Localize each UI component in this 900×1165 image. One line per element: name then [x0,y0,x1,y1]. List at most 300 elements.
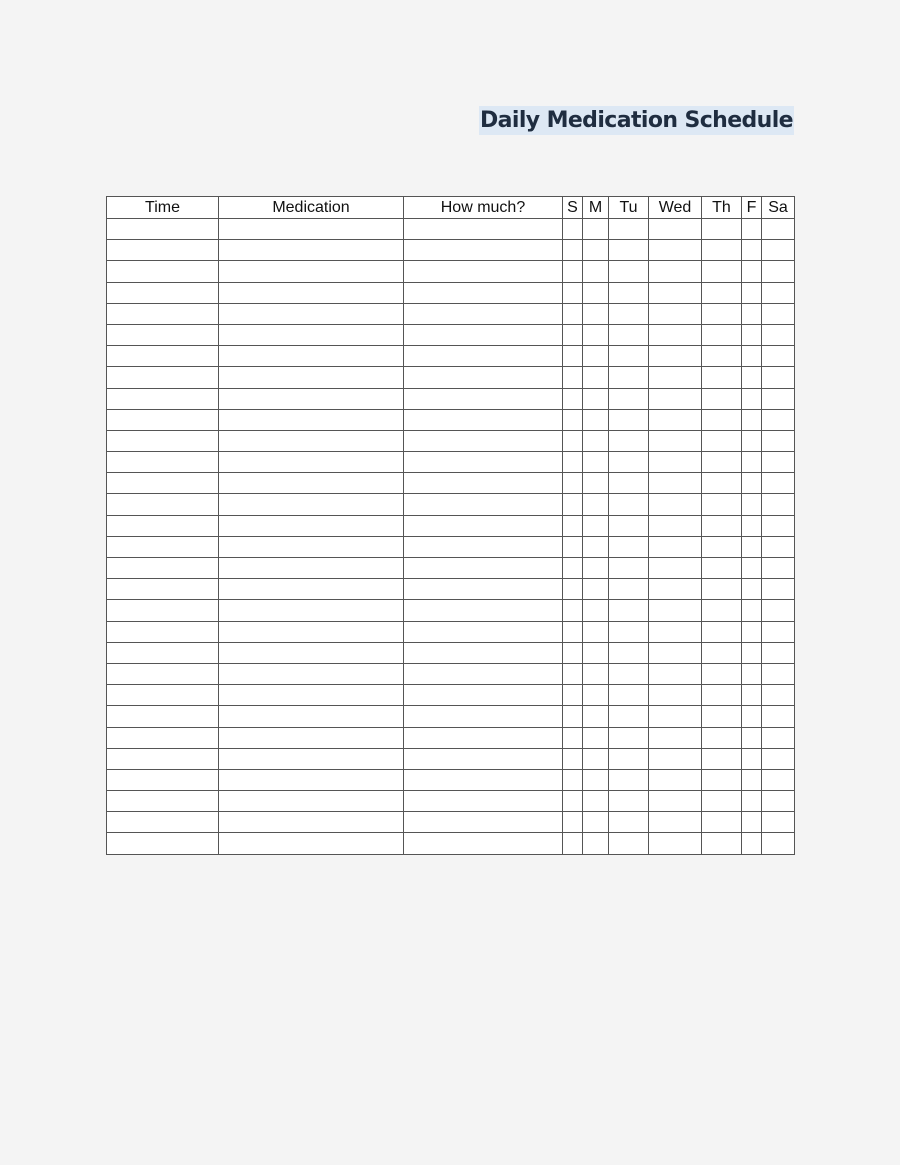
cell-how-much[interactable] [404,558,563,579]
cell-medication[interactable] [219,769,404,790]
cell-tuesday[interactable] [609,240,649,261]
cell-how-much[interactable] [404,579,563,600]
cell-saturday[interactable] [762,663,795,684]
cell-time[interactable] [107,600,219,621]
cell-medication[interactable] [219,430,404,451]
cell-medication[interactable] [219,303,404,324]
cell-tuesday[interactable] [609,452,649,473]
cell-medication[interactable] [219,685,404,706]
cell-tuesday[interactable] [609,473,649,494]
cell-time[interactable] [107,812,219,833]
cell-friday[interactable] [742,219,762,240]
cell-tuesday[interactable] [609,409,649,430]
cell-sunday[interactable] [563,452,583,473]
cell-medication[interactable] [219,748,404,769]
cell-monday[interactable] [583,706,609,727]
cell-saturday[interactable] [762,388,795,409]
cell-sunday[interactable] [563,515,583,536]
cell-wednesday[interactable] [649,600,702,621]
cell-thursday[interactable] [702,473,742,494]
cell-tuesday[interactable] [609,494,649,515]
cell-saturday[interactable] [762,261,795,282]
cell-time[interactable] [107,324,219,345]
cell-thursday[interactable] [702,409,742,430]
cell-time[interactable] [107,727,219,748]
cell-medication[interactable] [219,833,404,854]
cell-time[interactable] [107,261,219,282]
cell-how-much[interactable] [404,473,563,494]
cell-friday[interactable] [742,579,762,600]
cell-tuesday[interactable] [609,663,649,684]
cell-medication[interactable] [219,282,404,303]
cell-wednesday[interactable] [649,409,702,430]
cell-tuesday[interactable] [609,600,649,621]
cell-thursday[interactable] [702,324,742,345]
cell-monday[interactable] [583,303,609,324]
cell-sunday[interactable] [563,261,583,282]
cell-friday[interactable] [742,303,762,324]
cell-medication[interactable] [219,346,404,367]
cell-friday[interactable] [742,261,762,282]
cell-how-much[interactable] [404,748,563,769]
cell-tuesday[interactable] [609,685,649,706]
cell-thursday[interactable] [702,600,742,621]
cell-thursday[interactable] [702,494,742,515]
cell-tuesday[interactable] [609,791,649,812]
cell-how-much[interactable] [404,600,563,621]
cell-saturday[interactable] [762,346,795,367]
cell-wednesday[interactable] [649,346,702,367]
cell-wednesday[interactable] [649,324,702,345]
cell-wednesday[interactable] [649,536,702,557]
cell-sunday[interactable] [563,769,583,790]
cell-wednesday[interactable] [649,642,702,663]
cell-how-much[interactable] [404,388,563,409]
cell-how-much[interactable] [404,261,563,282]
cell-saturday[interactable] [762,324,795,345]
cell-medication[interactable] [219,536,404,557]
cell-tuesday[interactable] [609,430,649,451]
cell-medication[interactable] [219,261,404,282]
cell-thursday[interactable] [702,769,742,790]
cell-monday[interactable] [583,748,609,769]
cell-saturday[interactable] [762,558,795,579]
cell-sunday[interactable] [563,706,583,727]
cell-how-much[interactable] [404,706,563,727]
cell-how-much[interactable] [404,621,563,642]
cell-friday[interactable] [742,430,762,451]
cell-saturday[interactable] [762,409,795,430]
cell-time[interactable] [107,579,219,600]
cell-medication[interactable] [219,558,404,579]
cell-sunday[interactable] [563,748,583,769]
cell-monday[interactable] [583,515,609,536]
cell-how-much[interactable] [404,282,563,303]
cell-saturday[interactable] [762,642,795,663]
cell-friday[interactable] [742,706,762,727]
cell-time[interactable] [107,536,219,557]
cell-monday[interactable] [583,558,609,579]
cell-saturday[interactable] [762,303,795,324]
cell-thursday[interactable] [702,727,742,748]
cell-thursday[interactable] [702,685,742,706]
cell-saturday[interactable] [762,748,795,769]
cell-wednesday[interactable] [649,452,702,473]
cell-tuesday[interactable] [609,621,649,642]
cell-sunday[interactable] [563,282,583,303]
cell-medication[interactable] [219,642,404,663]
cell-medication[interactable] [219,324,404,345]
cell-friday[interactable] [742,536,762,557]
cell-medication[interactable] [219,473,404,494]
cell-medication[interactable] [219,240,404,261]
cell-medication[interactable] [219,663,404,684]
cell-thursday[interactable] [702,706,742,727]
cell-monday[interactable] [583,536,609,557]
cell-wednesday[interactable] [649,430,702,451]
cell-thursday[interactable] [702,748,742,769]
cell-monday[interactable] [583,346,609,367]
cell-monday[interactable] [583,579,609,600]
cell-tuesday[interactable] [609,642,649,663]
cell-monday[interactable] [583,240,609,261]
cell-how-much[interactable] [404,536,563,557]
cell-monday[interactable] [583,261,609,282]
cell-tuesday[interactable] [609,367,649,388]
cell-monday[interactable] [583,219,609,240]
cell-medication[interactable] [219,812,404,833]
cell-wednesday[interactable] [649,579,702,600]
cell-thursday[interactable] [702,430,742,451]
cell-tuesday[interactable] [609,833,649,854]
cell-time[interactable] [107,473,219,494]
cell-wednesday[interactable] [649,558,702,579]
cell-monday[interactable] [583,473,609,494]
cell-thursday[interactable] [702,663,742,684]
cell-friday[interactable] [742,642,762,663]
cell-wednesday[interactable] [649,685,702,706]
cell-sunday[interactable] [563,600,583,621]
cell-how-much[interactable] [404,430,563,451]
cell-monday[interactable] [583,812,609,833]
cell-tuesday[interactable] [609,812,649,833]
cell-time[interactable] [107,452,219,473]
cell-wednesday[interactable] [649,494,702,515]
cell-wednesday[interactable] [649,388,702,409]
cell-friday[interactable] [742,388,762,409]
cell-saturday[interactable] [762,494,795,515]
cell-medication[interactable] [219,388,404,409]
cell-time[interactable] [107,388,219,409]
cell-thursday[interactable] [702,367,742,388]
cell-sunday[interactable] [563,833,583,854]
cell-tuesday[interactable] [609,706,649,727]
cell-monday[interactable] [583,282,609,303]
cell-how-much[interactable] [404,240,563,261]
cell-saturday[interactable] [762,240,795,261]
cell-time[interactable] [107,430,219,451]
cell-wednesday[interactable] [649,791,702,812]
cell-wednesday[interactable] [649,833,702,854]
cell-how-much[interactable] [404,812,563,833]
cell-monday[interactable] [583,409,609,430]
cell-medication[interactable] [219,791,404,812]
cell-medication[interactable] [219,579,404,600]
cell-sunday[interactable] [563,685,583,706]
cell-wednesday[interactable] [649,282,702,303]
cell-saturday[interactable] [762,621,795,642]
cell-how-much[interactable] [404,642,563,663]
cell-tuesday[interactable] [609,388,649,409]
cell-wednesday[interactable] [649,812,702,833]
cell-wednesday[interactable] [649,769,702,790]
cell-tuesday[interactable] [609,515,649,536]
cell-time[interactable] [107,748,219,769]
cell-tuesday[interactable] [609,579,649,600]
cell-how-much[interactable] [404,685,563,706]
cell-time[interactable] [107,833,219,854]
cell-monday[interactable] [583,642,609,663]
cell-saturday[interactable] [762,685,795,706]
cell-how-much[interactable] [404,452,563,473]
cell-time[interactable] [107,219,219,240]
cell-sunday[interactable] [563,579,583,600]
cell-sunday[interactable] [563,663,583,684]
cell-medication[interactable] [219,409,404,430]
cell-sunday[interactable] [563,367,583,388]
cell-thursday[interactable] [702,579,742,600]
cell-thursday[interactable] [702,536,742,557]
cell-time[interactable] [107,642,219,663]
cell-time[interactable] [107,621,219,642]
cell-how-much[interactable] [404,791,563,812]
cell-how-much[interactable] [404,769,563,790]
cell-saturday[interactable] [762,706,795,727]
cell-wednesday[interactable] [649,727,702,748]
cell-time[interactable] [107,769,219,790]
cell-medication[interactable] [219,706,404,727]
cell-saturday[interactable] [762,430,795,451]
cell-medication[interactable] [219,727,404,748]
cell-friday[interactable] [742,558,762,579]
cell-thursday[interactable] [702,642,742,663]
cell-sunday[interactable] [563,409,583,430]
cell-medication[interactable] [219,367,404,388]
cell-medication[interactable] [219,219,404,240]
cell-monday[interactable] [583,452,609,473]
cell-friday[interactable] [742,769,762,790]
cell-medication[interactable] [219,621,404,642]
cell-time[interactable] [107,240,219,261]
cell-sunday[interactable] [563,240,583,261]
cell-saturday[interactable] [762,282,795,303]
cell-tuesday[interactable] [609,261,649,282]
cell-saturday[interactable] [762,579,795,600]
cell-thursday[interactable] [702,240,742,261]
cell-time[interactable] [107,685,219,706]
cell-friday[interactable] [742,346,762,367]
cell-wednesday[interactable] [649,663,702,684]
cell-how-much[interactable] [404,303,563,324]
cell-tuesday[interactable] [609,219,649,240]
cell-how-much[interactable] [404,727,563,748]
cell-friday[interactable] [742,685,762,706]
cell-thursday[interactable] [702,282,742,303]
cell-saturday[interactable] [762,452,795,473]
cell-sunday[interactable] [563,621,583,642]
cell-monday[interactable] [583,833,609,854]
cell-sunday[interactable] [563,346,583,367]
cell-time[interactable] [107,494,219,515]
cell-friday[interactable] [742,812,762,833]
cell-how-much[interactable] [404,219,563,240]
cell-medication[interactable] [219,600,404,621]
cell-time[interactable] [107,706,219,727]
cell-wednesday[interactable] [649,240,702,261]
cell-monday[interactable] [583,494,609,515]
cell-monday[interactable] [583,663,609,684]
cell-thursday[interactable] [702,515,742,536]
cell-how-much[interactable] [404,663,563,684]
cell-friday[interactable] [742,494,762,515]
cell-friday[interactable] [742,240,762,261]
cell-friday[interactable] [742,833,762,854]
cell-thursday[interactable] [702,452,742,473]
cell-sunday[interactable] [563,791,583,812]
cell-monday[interactable] [583,324,609,345]
cell-thursday[interactable] [702,388,742,409]
cell-tuesday[interactable] [609,748,649,769]
cell-saturday[interactable] [762,515,795,536]
cell-wednesday[interactable] [649,367,702,388]
cell-wednesday[interactable] [649,473,702,494]
cell-time[interactable] [107,663,219,684]
cell-saturday[interactable] [762,833,795,854]
cell-medication[interactable] [219,494,404,515]
cell-friday[interactable] [742,621,762,642]
cell-sunday[interactable] [563,558,583,579]
cell-how-much[interactable] [404,409,563,430]
cell-sunday[interactable] [563,536,583,557]
cell-time[interactable] [107,515,219,536]
cell-time[interactable] [107,409,219,430]
cell-friday[interactable] [742,452,762,473]
cell-sunday[interactable] [563,324,583,345]
cell-friday[interactable] [742,791,762,812]
cell-how-much[interactable] [404,346,563,367]
cell-monday[interactable] [583,685,609,706]
cell-friday[interactable] [742,367,762,388]
cell-monday[interactable] [583,791,609,812]
cell-time[interactable] [107,558,219,579]
cell-saturday[interactable] [762,536,795,557]
cell-monday[interactable] [583,430,609,451]
cell-time[interactable] [107,367,219,388]
cell-how-much[interactable] [404,324,563,345]
cell-sunday[interactable] [563,388,583,409]
cell-thursday[interactable] [702,219,742,240]
cell-thursday[interactable] [702,303,742,324]
cell-sunday[interactable] [563,219,583,240]
cell-tuesday[interactable] [609,558,649,579]
cell-sunday[interactable] [563,727,583,748]
cell-wednesday[interactable] [649,219,702,240]
cell-wednesday[interactable] [649,621,702,642]
cell-sunday[interactable] [563,642,583,663]
cell-monday[interactable] [583,769,609,790]
cell-sunday[interactable] [563,430,583,451]
cell-thursday[interactable] [702,261,742,282]
cell-thursday[interactable] [702,558,742,579]
cell-friday[interactable] [742,324,762,345]
cell-sunday[interactable] [563,473,583,494]
cell-saturday[interactable] [762,473,795,494]
cell-saturday[interactable] [762,219,795,240]
cell-how-much[interactable] [404,515,563,536]
cell-tuesday[interactable] [609,727,649,748]
cell-thursday[interactable] [702,812,742,833]
cell-saturday[interactable] [762,600,795,621]
cell-time[interactable] [107,282,219,303]
cell-monday[interactable] [583,621,609,642]
cell-monday[interactable] [583,600,609,621]
cell-wednesday[interactable] [649,706,702,727]
cell-how-much[interactable] [404,833,563,854]
cell-saturday[interactable] [762,791,795,812]
cell-time[interactable] [107,791,219,812]
cell-friday[interactable] [742,473,762,494]
cell-tuesday[interactable] [609,324,649,345]
cell-wednesday[interactable] [649,515,702,536]
cell-tuesday[interactable] [609,303,649,324]
cell-tuesday[interactable] [609,346,649,367]
cell-medication[interactable] [219,515,404,536]
cell-wednesday[interactable] [649,261,702,282]
cell-friday[interactable] [742,515,762,536]
cell-sunday[interactable] [563,812,583,833]
cell-tuesday[interactable] [609,536,649,557]
cell-friday[interactable] [742,663,762,684]
cell-thursday[interactable] [702,791,742,812]
cell-medication[interactable] [219,452,404,473]
cell-saturday[interactable] [762,367,795,388]
cell-friday[interactable] [742,409,762,430]
cell-monday[interactable] [583,367,609,388]
cell-time[interactable] [107,303,219,324]
cell-friday[interactable] [742,727,762,748]
cell-friday[interactable] [742,600,762,621]
cell-how-much[interactable] [404,494,563,515]
cell-sunday[interactable] [563,494,583,515]
cell-tuesday[interactable] [609,769,649,790]
cell-friday[interactable] [742,748,762,769]
cell-friday[interactable] [742,282,762,303]
cell-time[interactable] [107,346,219,367]
cell-how-much[interactable] [404,367,563,388]
cell-tuesday[interactable] [609,282,649,303]
cell-saturday[interactable] [762,812,795,833]
cell-thursday[interactable] [702,833,742,854]
cell-sunday[interactable] [563,303,583,324]
cell-saturday[interactable] [762,727,795,748]
cell-monday[interactable] [583,388,609,409]
cell-monday[interactable] [583,727,609,748]
cell-thursday[interactable] [702,621,742,642]
cell-wednesday[interactable] [649,748,702,769]
cell-thursday[interactable] [702,346,742,367]
cell-saturday[interactable] [762,769,795,790]
cell-wednesday[interactable] [649,303,702,324]
